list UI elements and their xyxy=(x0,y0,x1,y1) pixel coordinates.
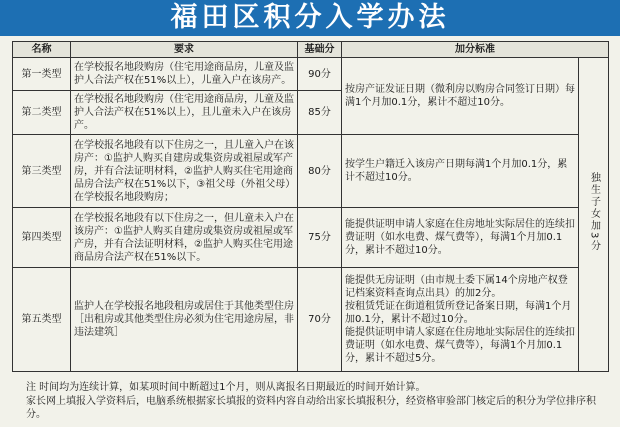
header-requirement: 要求 xyxy=(71,42,298,58)
row-name: 第五类型 xyxy=(13,268,71,372)
row-name: 第三类型 xyxy=(13,135,71,208)
row-name: 第二类型 xyxy=(13,91,71,135)
row-name: 第一类型 xyxy=(13,58,71,91)
table-row xyxy=(13,268,609,372)
points-table xyxy=(12,41,609,372)
row-score: 80分 xyxy=(298,135,342,208)
row-name: 第四类型 xyxy=(13,208,71,268)
table-row xyxy=(13,58,609,91)
row-requirement: 在学校报名地段购房（住宅用途商品房，儿童及监护人合法产权在51%以上），且儿童未入户在该房产。 xyxy=(71,91,298,135)
table-row xyxy=(13,135,609,208)
row-requirement: 在学校报名地段有以下住房之一，且儿童入户在该房产：①监护人购买自建房或集资房或祖屋或军产房，并有合法证明材料，②监护人购买住宅用途商品房合法产权在51%以下，③祖父母（外祖父母）在学校报名地段购房； xyxy=(71,135,298,208)
bonus-line: 能提供无房证明（由市规土委下属14个房地产权登记档案资料查询点出具）的加2分。 xyxy=(345,275,568,299)
table-header-row xyxy=(13,42,609,58)
row-bonus: 按学生户籍迁入该房产日期每满1个月加0.1分，累计不超过10分。 xyxy=(342,135,579,208)
row-bonus: 按房产证发证日期（微利房以购房合同签订日期）每满1个月加0.1分，累计不超过10分。 xyxy=(342,58,579,135)
row-bonus: 能提供证明申请人家庭在住房地址实际居住的连续扣费证明（如水电费、煤气费等），每满1个月加0.1分，累计不超过10分。 xyxy=(342,208,579,268)
row-bonus xyxy=(342,268,579,372)
row-requirement: 监护人在学校报名地段租房或居住于其他类型住房［出租房或其他类型住房必须为住宅用途房屋，非违法建筑］ xyxy=(71,268,298,372)
header-base-score: 基础分 xyxy=(298,42,342,58)
note-1: 注 时间均为连续计算，如某项时间中断超过1个月，则从离报名日期最近的时间开始计算。 xyxy=(26,382,426,393)
table-row xyxy=(13,208,609,268)
row-score: 75分 xyxy=(298,208,342,268)
bonus-line: 能提供证明申请人家庭在住房地址实际居住的连续扣费证明（如水电费、煤气费等），每满1个月加0.1分，累计不超过5分。 xyxy=(345,327,575,364)
note-2: 家长网上填报入学资料后，电脑系统根据家长填报的资料内容自动给出家长填报积分，经资格审验部门核定后的积分为学位排序积分。 xyxy=(26,396,596,420)
header-name: 名称 xyxy=(13,42,71,58)
row-score: 70分 xyxy=(298,268,342,372)
page-title: 福田区积分入学办法 xyxy=(0,0,620,36)
row-score: 90分 xyxy=(298,58,342,91)
bonus-line: 按租赁凭证在街道租赁所登记备案日期，每满1个月加0.1分，累计不超过10分。 xyxy=(345,301,572,325)
only-child-bonus: 独生子女加3分 xyxy=(579,58,609,372)
row-requirement: 在学校报名地段购房（住宅用途商品房，儿童及监护人合法产权在51%以上），儿童入户在该房产。 xyxy=(71,58,298,91)
header-bonus: 加分标准 xyxy=(342,42,609,58)
row-score: 85分 xyxy=(298,91,342,135)
row-requirement: 在学校报名地段有以下住房之一，但儿童未入户在该房产：①监护人购买自建房或集资房或祖屋或军产房，并有合法证明材料，②监护人购买住宅用途商品房合法产权在51%以下。 xyxy=(71,208,298,268)
